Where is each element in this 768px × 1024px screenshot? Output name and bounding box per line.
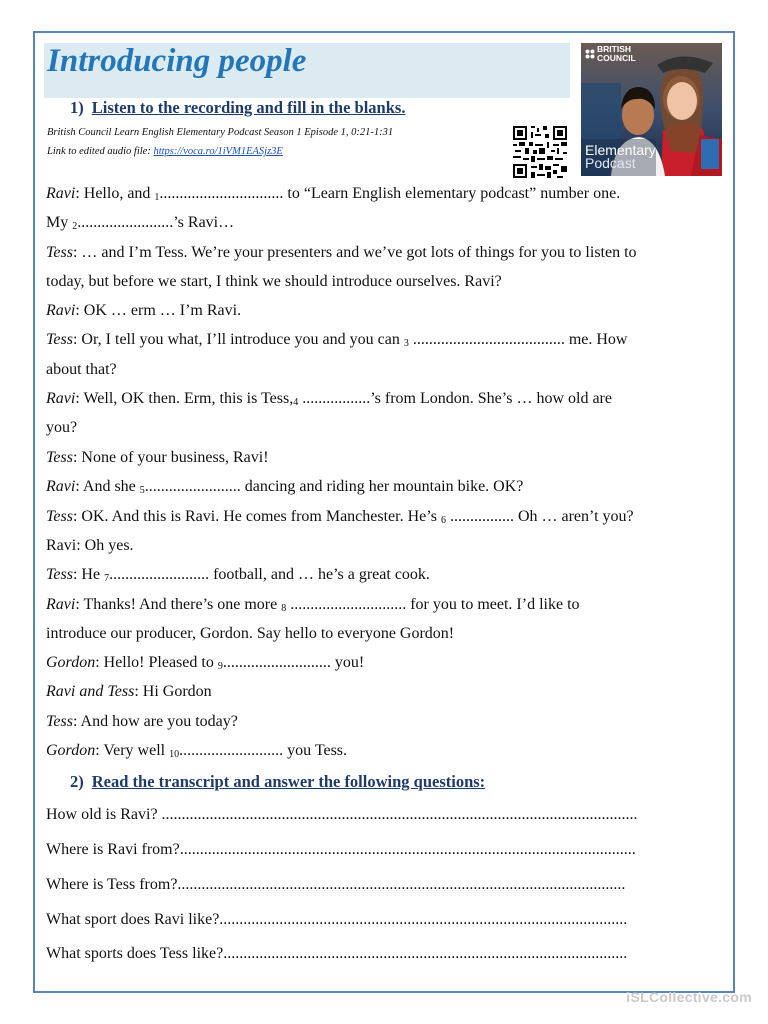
speaker-name: Tess — [46, 244, 73, 261]
line-text: : And she — [75, 478, 140, 495]
transcript-line — [46, 273, 502, 291]
speaker-name: Gordon — [46, 654, 96, 671]
transcript-line — [46, 742, 347, 760]
speaker-name: Ravi — [46, 596, 76, 613]
blank-number: 8 — [281, 603, 287, 614]
podcast-label — [585, 144, 656, 170]
blank-number: 1 — [154, 192, 160, 203]
transcript-line — [46, 449, 269, 467]
fill-in-blank[interactable]: ........................ dancing and riding her mountain bike. OK? — [144, 478, 524, 495]
blank-number: 5 — [139, 485, 145, 496]
british-council-brand — [597, 45, 636, 63]
fill-in-blank[interactable]: ........................... you! — [222, 654, 365, 671]
speaker-name: Gordon — [46, 742, 96, 759]
speaker-name: Tess — [46, 566, 73, 583]
question-line[interactable]: Where is Tess from?................................................................................................................ — [46, 876, 626, 893]
blank-number: 7 — [104, 573, 110, 584]
speaker-name: Ravi — [46, 302, 76, 319]
audio-link-line — [47, 146, 283, 157]
transcript-line — [46, 331, 627, 349]
line-text: My — [46, 214, 73, 231]
question-line[interactable]: What sports does Tess like?..................................................................................................... — [46, 945, 628, 962]
fill-in-blank[interactable]: .......................... you Tess. — [179, 742, 348, 759]
blank-number: 10 — [169, 749, 180, 760]
fill-in-blank[interactable]: ............................. for you to meet. I’d like to — [286, 596, 580, 613]
transcript-line — [46, 419, 77, 437]
transcript-line — [46, 596, 580, 614]
speaker-name: Tess — [46, 449, 73, 466]
line-text: : None of your business, Ravi! — [72, 449, 269, 466]
fill-in-blank[interactable]: ......................... football, and … he’s a great cook. — [109, 566, 430, 583]
podcast-label-line-1: Elementary — [585, 142, 656, 158]
source-citation: British Council Learn English Elementary Podcast Season 1 Episode 1, 0:21-1:31 — [47, 127, 394, 138]
section-2-number: 2) — [70, 772, 84, 791]
transcript-line — [46, 361, 117, 379]
section-1-number: 1) — [70, 98, 84, 117]
question-line[interactable]: How old is Ravi? ....................................................................................................................... — [46, 806, 638, 823]
transcript-line — [46, 478, 523, 496]
blank-number: 9 — [217, 661, 223, 672]
line-text: Ravi: Oh yes. — [46, 537, 134, 554]
speaker-name: Tess — [46, 331, 73, 348]
speaker-name: Tess — [46, 508, 73, 525]
line-text: : Well, OK then. Erm, this is Tess, — [75, 390, 294, 407]
question-line[interactable]: Where is Ravi from?.................................................................................................................. — [46, 841, 636, 858]
transcript-line — [46, 302, 241, 320]
speaker-name: Tess — [46, 713, 73, 730]
fill-in-blank[interactable]: ............................... to “Learn English elementary podcast” number one. — [159, 185, 621, 202]
line-text: : Hello, and — [75, 185, 155, 202]
section-1-title: Listen to the recording and fill in the blanks. — [91, 98, 406, 117]
line-text: : Hello! Pleased to — [95, 654, 218, 671]
transcript-line — [46, 683, 212, 701]
line-text: : Thanks! And there’s one more — [75, 596, 282, 613]
line-text: : And how are you today? — [72, 713, 238, 730]
transcript-line — [46, 244, 637, 262]
line-text: : Hi Gordon — [134, 683, 212, 700]
blank-number: 6 — [440, 515, 446, 526]
line-text: about that? — [46, 361, 117, 378]
blank-number: 2 — [72, 221, 78, 232]
transcript-line — [46, 537, 134, 555]
line-text: today, but before we start, I think we should introduce ourselves. Ravi? — [46, 273, 502, 290]
brand-line-2: COUNCIL — [597, 53, 636, 63]
line-text: : … and I’m Tess. We’re your presenters and we’ve got lots of things for you to listen to — [72, 244, 637, 261]
audio-link-label: Link to edited audio file: — [47, 146, 151, 157]
line-text: introduce our producer, Gordon. Say hello to everyone Gordon! — [46, 625, 455, 642]
transcript-line — [46, 508, 634, 526]
question-line[interactable]: What sport does Ravi like?...................................................................................................... — [46, 911, 628, 928]
transcript-line — [46, 713, 238, 731]
speaker-name: Ravi — [46, 390, 76, 407]
transcript-line — [46, 566, 430, 584]
blank-number: 4 — [293, 397, 299, 408]
speaker-name: Ravi and Tess — [46, 683, 135, 700]
section-2-heading — [70, 772, 485, 792]
fill-in-blank[interactable]: ........................’s Ravi… — [77, 214, 235, 231]
transcript-line — [46, 214, 234, 232]
podcast-cover-image — [581, 43, 722, 176]
transcript-line — [46, 185, 620, 203]
page-title: Introducing people — [47, 43, 307, 79]
transcript-line — [46, 390, 612, 408]
fill-in-blank[interactable]: ...................................... me. How — [408, 331, 628, 348]
blank-number: 3 — [403, 338, 409, 349]
speaker-name: Ravi — [46, 185, 76, 202]
audio-link[interactable]: https://voca.ro/1iVM1EASjz3E — [153, 146, 283, 157]
podcast-label-line-2: Podcast — [585, 155, 636, 171]
line-text: you? — [46, 419, 78, 436]
line-text: : OK … erm … I’m Ravi. — [75, 302, 242, 319]
line-text: : Very well — [95, 742, 170, 759]
fill-in-blank[interactable]: ................ Oh … aren’t you? — [445, 508, 634, 525]
line-text: : He — [72, 566, 105, 583]
qr-code-icon[interactable] — [513, 126, 567, 178]
section-2-title: Read the transcript and answer the following questions: — [91, 772, 486, 791]
line-text: : OK. And this is Ravi. He comes from Manchester. He’s — [72, 508, 441, 525]
fill-in-blank[interactable]: .................’s from London. She’s … how old are — [298, 390, 612, 407]
transcript-line — [46, 625, 454, 643]
watermark: iSLCollective.com — [626, 989, 752, 1005]
transcript-line — [46, 654, 364, 672]
line-text: : Or, I tell you what, I’ll introduce you and you can — [72, 331, 404, 348]
speaker-name: Ravi — [46, 478, 76, 495]
brand-line-1: BRITISH — [597, 44, 631, 54]
section-1-heading — [70, 98, 405, 118]
